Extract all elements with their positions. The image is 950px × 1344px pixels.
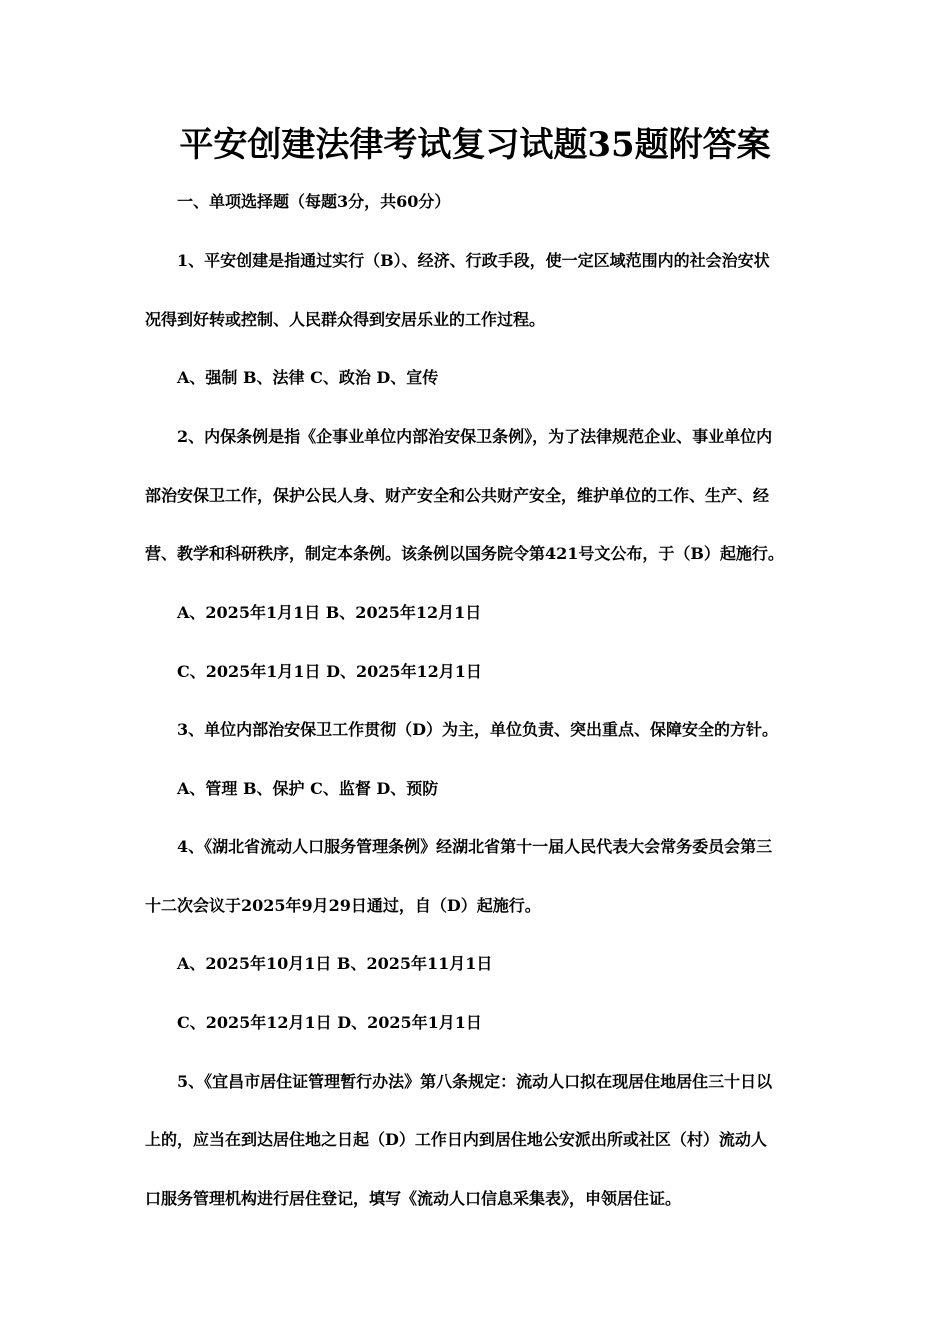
- question-1-line-1: 1、平安创建是指通过实行（B）、经济、行政手段，使一定区域范围内的社会治安状: [177, 251, 770, 270]
- question-4-options-2: C、2025年12月1日 D、2025年1月1日: [177, 1013, 482, 1032]
- section-heading: 一、单项选择题（每题3分，共60分）: [177, 192, 451, 211]
- question-2-options-1: A、2025年1月1日 B、2025年12月1日: [177, 603, 482, 622]
- question-4-line-1: 4、《湖北省流动人口服务管理条例》经湖北省第十一届人民代表大会常务委员会第三: [177, 837, 773, 856]
- question-2-options-2: C、2025年1月1日 D、2025年12月1日: [177, 662, 482, 681]
- question-2-line-2: 部治安保卫工作，保护公民人身、财产安全和公共财产安全，维护单位的工作、生产、经: [145, 486, 770, 505]
- question-3-options: A、管理 B、保护 C、监督 D、预防: [177, 779, 439, 798]
- question-5-line-1: 5、《宜昌市居住证管理暂行办法》第八条规定：流动人口拟在现居住地居住三十日以: [177, 1072, 773, 1091]
- question-1-options: A、强制 B、法律 C、政治 D、宣传: [177, 368, 439, 387]
- question-2-line-1: 2、内保条例是指《企事业单位内部治安保卫条例》，为了法律规范企业、事业单位内: [177, 427, 773, 446]
- question-4-line-2: 十二次会议于2025年9月29日通过，自（D）起施行。: [145, 896, 541, 915]
- question-3-line-1: 3、单位内部治安保卫工作贯彻（D）为主，单位负责、突出重点、保障安全的方针。: [177, 720, 779, 739]
- question-2-line-3: 营、教学和科研秩序，制定本条例。该条例以国务院令第421号文公布，于（B）起施行。: [145, 544, 784, 563]
- document-title: 平安创建法律考试复习试题35题附答案: [179, 125, 771, 165]
- question-5-line-3: 口服务管理机构进行居住登记，填写《流动人口信息采集表》，申领居住证。: [145, 1189, 682, 1208]
- question-1-line-2: 况得到好转或控制、人民群众得到安居乐业的工作过程。: [145, 310, 546, 329]
- question-5-line-2: 上的，应当在到达居住地之日起（D）工作日内到居住地公安派出所或社区（村）流动人: [145, 1130, 767, 1149]
- question-4-options-1: A、2025年10月1日 B、2025年11月1日: [177, 954, 493, 973]
